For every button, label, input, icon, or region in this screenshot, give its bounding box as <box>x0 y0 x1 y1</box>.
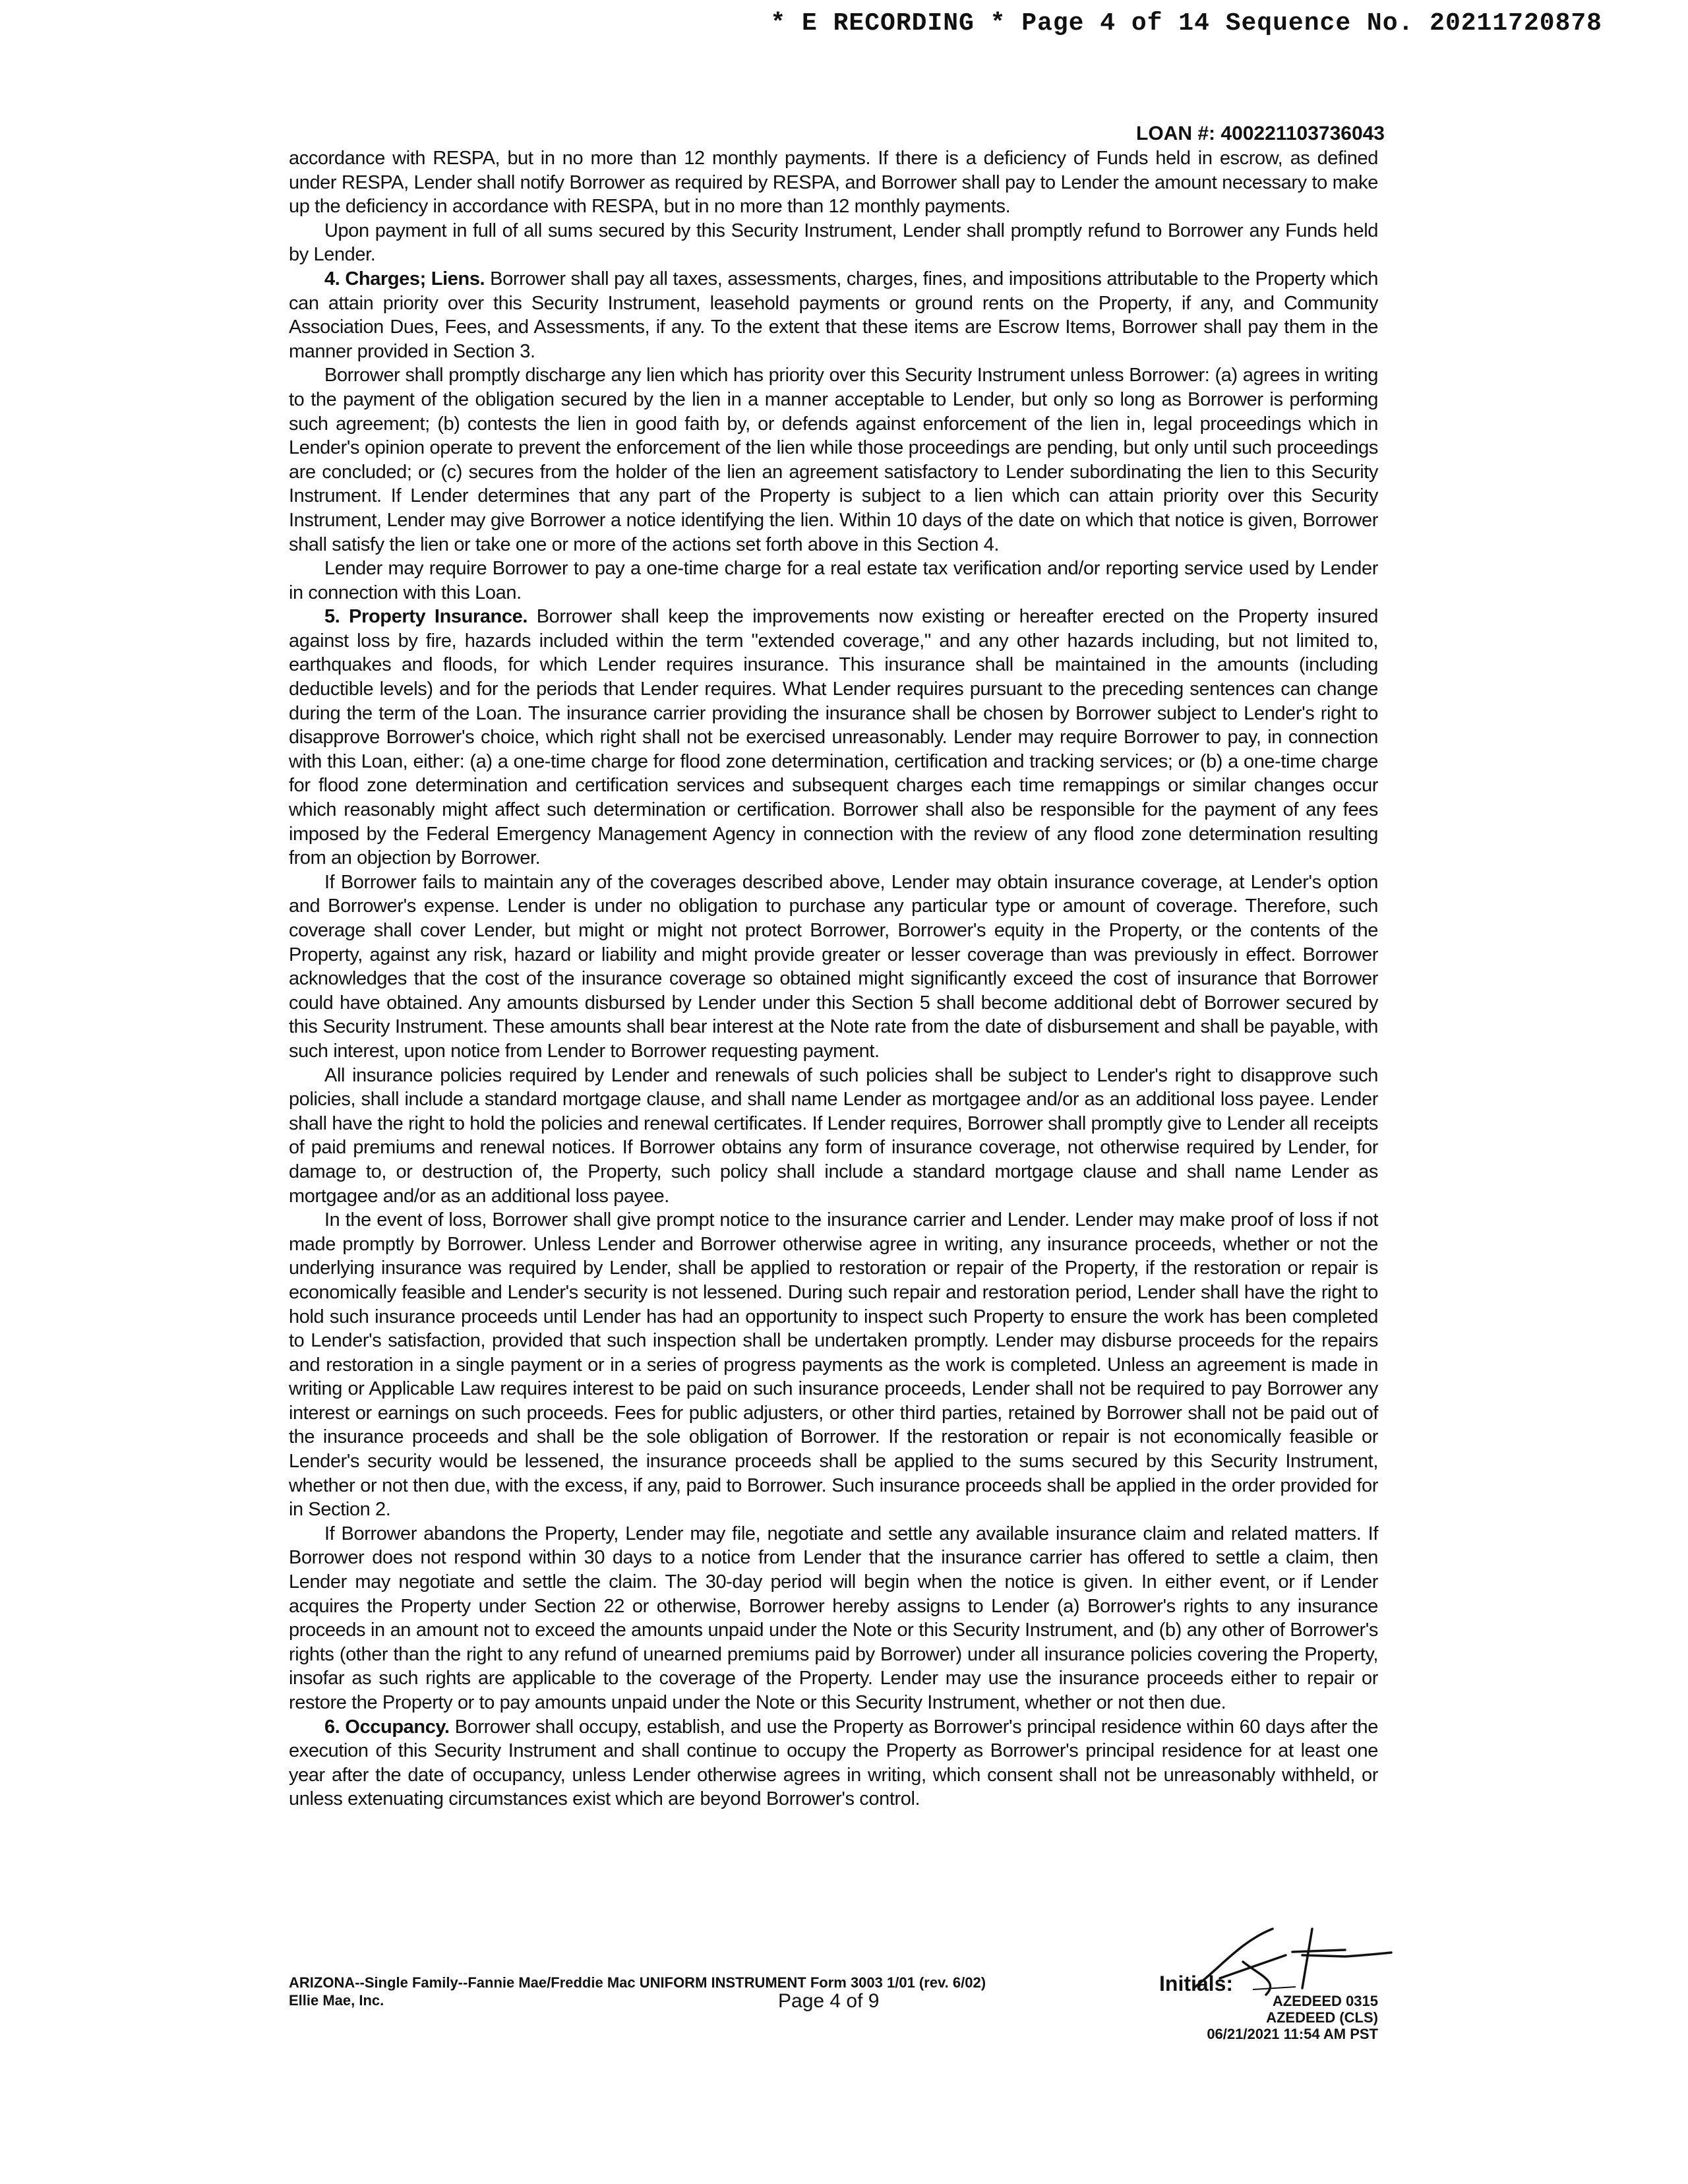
stamp-line: AZEDEED (CLS) <box>1266 2009 1378 2026</box>
section-text: Borrower shall keep the improvements now existing or hereafter erected on the Property insured against loss by fire, hazards included within the term "extended coverage," and any other hazards including, but not limited to, earthquakes and floods, for which Lender requires insurance. This insurance shall be maintained in the amounts (including deductible levels) and for the periods that Lender requires. What Lender requires pursuant to the preceding sentences can change during the term of the Loan. The insurance carrier providing the insurance shall be chosen by Borrower subject to Lender's right to disapprove Borrower's choice, which right shall not be exercised unreasonably. Lender may require Borrower to pay, in connection with this Loan, either: (a) a one-time charge for flood zone determination, certification and tracking services; or (b) a one-time charge for flood zone determination and certification services and subsequent charges each time remappings or similar changes occur which reasonably might affect such determination or certification. Borrower shall also be responsible for the payment of any fees imposed by the Federal Emergency Management Agency in connection with the review of any flood zone determination resulting from an objection by Borrower. <box>289 606 1378 869</box>
section-5 <box>289 605 1378 870</box>
form-identifier: ARIZONA--Single Family--Fannie Mae/Freddie Mac UNIFORM INSTRUMENT Form 3003 1/01 (rev. 6/02) <box>289 1974 986 1991</box>
stamp-line: 06/21/2021 11:54 AM PST <box>1207 2026 1378 2042</box>
paragraph: All insurance policies required by Lender and renewals of such policies shall be subject to Lender's right to disapprove such policies, shall include a standard mortgage clause, and shall name Lender as mortgagee and/or as an additional loss payee. Lender shall have the right to hold the policies and renewal certificates. If Lender requires, Borrower shall promptly give to Lender all receipts of paid premiums and renewal notices. If Borrower obtains any form of insurance coverage, not otherwise required by Lender, for damage to, or destruction of, the Property, such policy shall include a standard mortgage clause and shall name Lender as mortgagee and/or as an additional loss payee. <box>289 1064 1378 1207</box>
signature-icon <box>1180 1916 1398 2001</box>
section-title: 4. Charges; Liens. <box>324 268 485 289</box>
section-title: 6. Occupancy. <box>324 1716 450 1738</box>
section-title: 5. Property Insurance. <box>324 606 528 628</box>
paragraph: Lender may require Borrower to pay a one-time charge for a real estate tax verification and/or reporting service used by Lender in connection with this Loan. <box>289 558 1378 603</box>
document-body <box>289 146 1378 1811</box>
paragraph: If Borrower abandons the Property, Lender may file, negotiate and settle any available insurance claim and related matters. If Borrower does not respond within 30 days to a notice from Lender that the insurance carrier has offered to settle a claim, then Lender may negotiate and settle the claim. The 30-day period will begin when the notice is given. In either event, or if Lender acquires the Property under Section 22 or otherwise, Borrower hereby assigns to Lender (a) Borrower's rights to any insurance proceeds in an amount not to exceed the amounts unpaid under the Note or this Security Instrument, and (b) any other of Borrower's rights (other than the right to any refund of unearned premiums paid by Borrower) under all insurance policies covering the Property, insofar as such rights are applicable to the coverage of the Property. Lender may use the insurance proceeds either to repair or restore the Property or to pay amounts unpaid under the Note or this Security Instrument, whether or not then due. <box>289 1523 1378 1713</box>
publisher: Ellie Mae, Inc. <box>289 1992 384 2009</box>
section-6 <box>289 1715 1378 1811</box>
initials-label: Initials: <box>1159 1972 1234 1995</box>
stamp-line: AZEDEED 0315 <box>1272 1993 1378 2009</box>
paragraph: Upon payment in full of all sums secured by this Security Instrument, Lender shall promptly refund to Borrower any Funds held by Lender. <box>289 220 1378 266</box>
section-4 <box>289 267 1378 363</box>
paragraph: accordance with RESPA, but in no more than 12 monthly payments. If there is a deficiency of Funds held in escrow, as defined under RESPA, Lender shall notify Borrower as required by RESPA, and Borrower shall pay to Lender the amount necessary to make up the deficiency in accordance with RESPA, but in no more than 12 monthly payments. <box>289 148 1378 218</box>
recording-header: * E RECORDING * Page 4 of 14 Sequence No. 20211720878 <box>770 9 1602 38</box>
section-text: Borrower shall pay all taxes, assessments, charges, fines, and impositions attributable to the Property which can attain priority over this Security Instrument, leasehold payments or ground rents on the Property, if any, and Community Association Dues, Fees, and Assessments, if any. To the extent that these items are Escrow Items, Borrower shall pay them in the manner provided in Section 3. <box>289 268 1378 362</box>
section-text: Borrower shall occupy, establish, and use the Property as Borrower's principal residence within 60 days after the execution of this Security Instrument and shall continue to occupy the Property as Borrower's principal residence for at least one year after the date of occupancy, unless Lender otherwise agrees in writing, which consent shall not be unreasonably withheld, or unless extenuating circumstances exist which are beyond Borrower's control. <box>289 1716 1378 1810</box>
paragraph: In the event of loss, Borrower shall give prompt notice to the insurance carrier and Lender. Lender may make proof of loss if not made promptly by Borrower. Unless Lender and Borrower otherwise agree in writing, any insurance proceeds, whether or not the underlying insurance was required by Lender, shall be applied to restoration or repair of the Property, if the restoration or repair is economically feasible and Lender's security is not lessened. During such repair and restoration period, Lender shall have the right to hold such insurance proceeds until Lender has had an opportunity to inspect such Property to ensure the work has been completed to Lender's satisfaction, provided that such inspection shall be undertaken promptly. Lender may disburse proceeds for the repairs and restoration in a single payment or in a series of progress payments as the work is completed. Unless an agreement is made in writing or Applicable Law requires interest to be paid on such insurance proceeds, Lender shall not be required to pay Borrower any interest or earnings on such proceeds. Fees for public adjusters, or other third parties, retained by Borrower shall not be paid out of the insurance proceeds and shall be the sole obligation of Borrower. If the restoration or repair is not economically feasible or Lender's security would be lessened, the insurance proceeds shall be applied to the sums secured by this Security Instrument, whether or not then due, with the excess, if any, paid to Borrower. Such insurance proceeds shall be applied in the order provided for in Section 2. <box>289 1209 1378 1521</box>
loan-number: LOAN #: 400221103736043 <box>1136 123 1385 144</box>
paragraph: If Borrower fails to maintain any of the coverages described above, Lender may obtain insurance coverage, at Lender's option and Borrower's expense. Lender is under no obligation to purchase any particular type or amount of coverage. Therefore, such coverage shall cover Lender, but might or might not protect Borrower, Borrower's equity in the Property, or the contents of the Property, against any risk, hazard or liability and might provide greater or lesser coverage than was previously in effect. Borrower acknowledges that the cost of the insurance coverage so obtained might significantly exceed the cost of insurance that Borrower could have obtained. Any amounts disbursed by Lender under this Section 5 shall become additional debt of Borrower secured by this Security Instrument. These amounts shall bear interest at the Note rate from the date of disbursement and shall be payable, with such interest, upon notice from Lender to Borrower requesting payment. <box>289 871 1378 1062</box>
paragraph: Borrower shall promptly discharge any lien which has priority over this Security Instrument unless Borrower: (a) agrees in writing to the payment of the obligation secured by the lien in a manner acceptable to Lender, but only so long as Borrower is performing such agreement; (b) contests the lien in good faith by, or defends against enforcement of the lien in, legal proceedings which in Lender's opinion operate to prevent the enforcement of the lien while those proceedings are pending, but only until such proceedings are concluded; or (c) secures from the holder of the lien an agreement satisfactory to Lender subordinating the lien to this Security Instrument. If Lender determines that any part of the Property is subject to a lien which can attain priority over this Security Instrument, Lender may give Borrower a notice identifying the lien. Within 10 days of the date on which that notice is given, Borrower shall satisfy the lien or take one or more of the actions set forth above in this Section 4. <box>289 365 1378 555</box>
recording-stamp <box>1207 1993 1378 2042</box>
page-number: Page 4 of 9 <box>778 1990 880 2012</box>
